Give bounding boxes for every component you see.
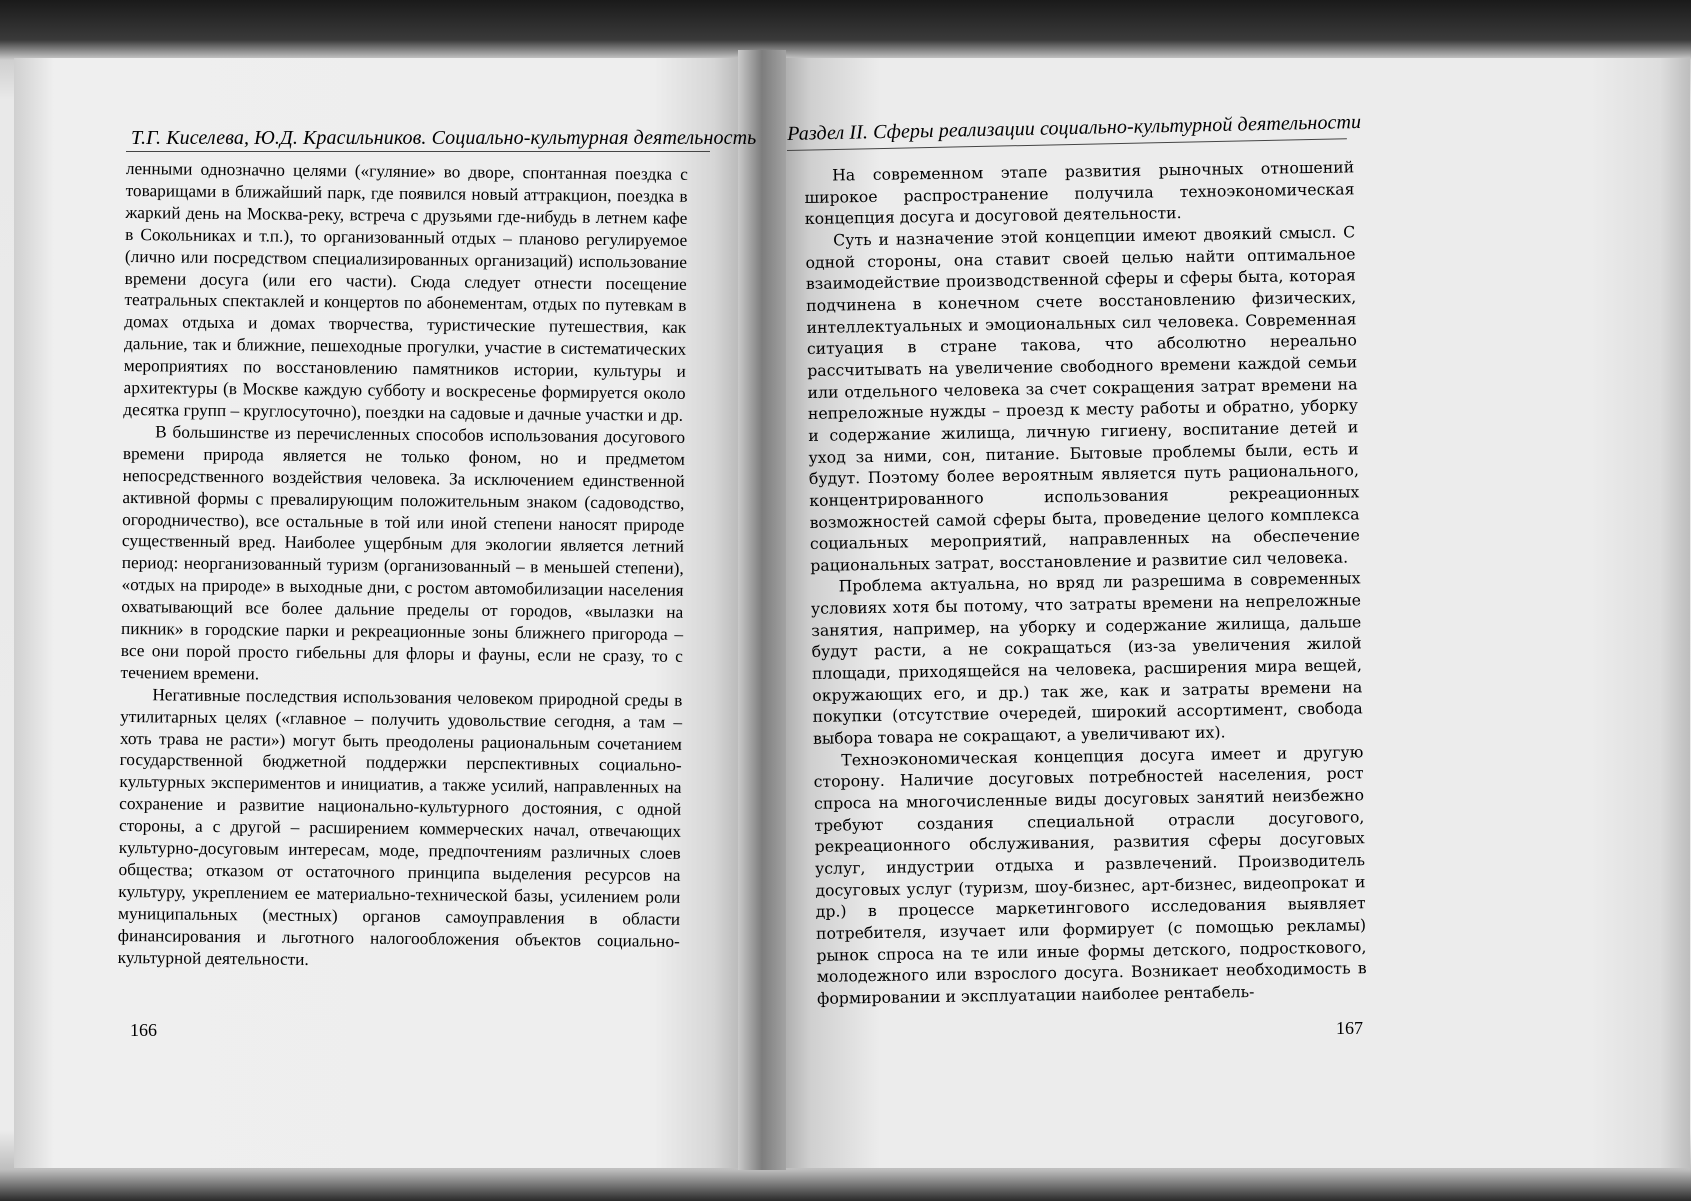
left-body-text — [118, 158, 688, 974]
right-body-text — [804, 156, 1367, 1009]
book-gutter — [738, 50, 786, 1170]
right-paragraph-4: Техноэкономическая концепция досуга имеет и другую сторону. Наличие досуговых потребностей населения, рост спроса на многочисленные виды досуговых занятий неизбежно требуют создания специальной отрасли досугового, рекреационного обслуживания, развития сферы досуговых услуг, индустрии отдыха и развлечений. Производитель досуговых услуг (туризм, шоу-бизнес, арт-бизнес, видеопрокат и др.) в процессе маркетингового исследования выявляет потребителя, изучает или формирует (с помощью рекламы) рынок спроса на те или иные формы детского, подросткового, молодежного или взрослого досуга. Возникает необходимость в формировании и эксплуатации наиболее рентабель- — [813, 742, 1367, 1008]
right-paragraph-1: На современном этапе развития рыночных отношений широкое распространение получила техноэкономическая концепция досуга и досуговой деятельности. — [804, 157, 1355, 229]
left-header-rule — [126, 151, 710, 152]
left-page-number: 166 — [130, 1020, 157, 1040]
left-paragraph-3: Негативные последствия использования человеком природной среды в утилитарных целях («главное – получить удовольствие сегодня, а там – хоть трава не расти») могут быть преодолены рациональным сочетанием государственной бюджетной поддержки перспективных социально-культурных экспериментов и инициатив, а также усилий, направленных на сохранение и развитие национально-культурного достояния, с одной стороны, а с другой – расширением коммерческих начал, отвечающих культурно-досуговым интересам, моде, предпочтениям различных слоев общества; отказом от остаточного принципа выделения ресурсов на культуру, укреплением ее материально-технической базы, усилением роли муниципальных (местных) органов самоуправления в области финансирования и льготного налогообложения объектов социально-культурной деятельности. — [117, 685, 683, 969]
left-paragraph-2: В большинстве из перечисленных способов использования досугового времени природа является не только фоном, но и предметом непосредственного воздействия человека. За исключением единственной активной формы с превалирующим положительным знаком (садоводство, огородничество), все остальные в той или иной степени наносят природе существенный вред. Наиболее ущербным для экологии является летний период: неорганизованный туризм (организованный – в меньшей степени), «отдых на природе» в выходные дни, с ростом автомобилизации населения охватывающий все более дальние пределы от городов, «вылазки на пикник» в городские парки и рекреационные зоны ближнего пригорода – все они порой просто гибельны для флоры и фауны, если не сразу, то с течением времени. — [120, 422, 686, 684]
left-running-head: Т.Г. Киселева, Ю.Д. Красильников. Социально-культурная деятельность — [131, 127, 757, 149]
right-paragraph-2: Суть и назначение этой концепции имеют двоякий смысл. С одной стороны, она ставит своей целью найти оптимальное взаимодействие производственной сферы и сферы быта, которая подчинена в конечном счете восстановлению физических, интеллектуальных и эмоциональных сил человека. Современная ситуация в стране такова, что абсолютно нереально рассчитывать на увеличение свободного времени каждой семьи или отдельного человека за счет сокращения затрат времени на непреложные нужды – проезд к месту работы и обратно, уборку и содержание жилища, личную гигиену, воспитание детей и уход за ними, сон, питание. Бытовые проблемы были, есть и будут. Поэтому более вероятным является путь рационального, концентрированного использования рекреационных возможностей самой сферы быта, проведение целого комплекса социальных мероприятий, направленных на обеспечение рациональных затрат, восстановление и развитие сил человека. — [805, 222, 1361, 575]
right-running-head: Раздел II. Сферы реализации социально-культурной деятельности — [787, 110, 1362, 145]
right-page-number: 167 — [1336, 1018, 1363, 1038]
right-paragraph-3: Проблема актуальна, но вряд ли разрешима в современных условиях хотя бы потому, что затраты времени на непреложные занятия, например, на уборку и содержание жилища, дальше будут расти, а не сокращаться (из-за увеличения жилой площади, приходящейся на человека, расширения мира вещей, окружающих его, и др.) так же, как и затраты времени на покупки (отсутствие очередей, широкий ассортимент, свобода выбора товара не сокращают, а увеличивают их). — [810, 568, 1363, 748]
left-paragraph-1: ленными однозначно целями («гуляние» во дворе, спонтанная поездка с товарищами в ближайший парк, где появился новый аттракцион, поездка в жаркий день на Москва-реку, встреча с друзьями где-нибудь в летнем кафе в Сокольниках и т.п.), то организованный отдых – планово регулируемое (лично или посредством специализированных организаций) использование времени досуга (или его части). Сюда следует отнести посещение театральных спектаклей и концертов по абонементам, отдых по путевкам в домах отдыха и домах творчества, туристические путешествия, как дальние, так и ближние, пешеходные прогулки, участие в систематических мероприятиях по восстановлению памятников истории, культуры и архитектуры (в Москве каждую субботу и воскресенье формируется около десятка групп – круглосуточно), поездки на садовые и дачные участки и др. — [123, 158, 688, 425]
